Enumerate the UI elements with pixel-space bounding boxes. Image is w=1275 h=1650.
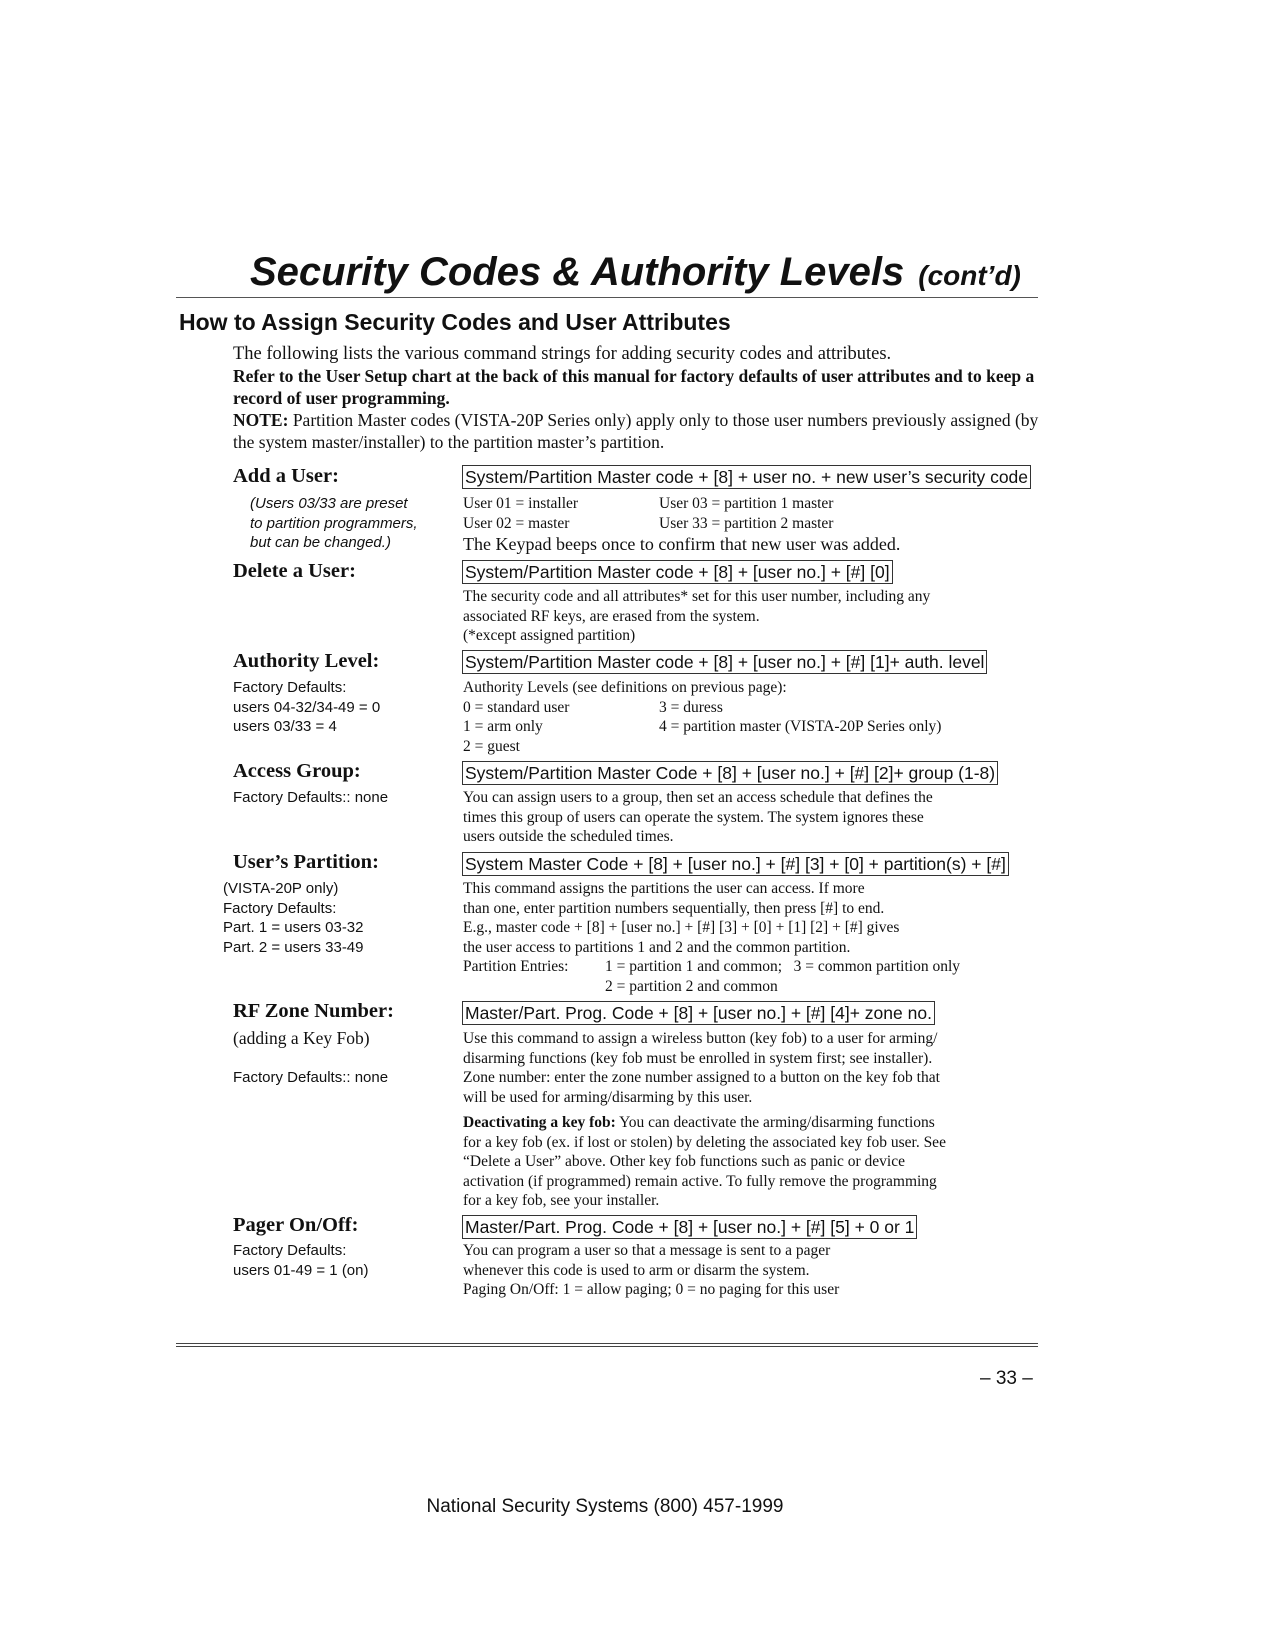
desc-cell: 4 = partition master (VISTA-20P Series only) xyxy=(659,718,942,735)
confirm-text: The Keypad beeps once to confirm that new user was added. xyxy=(463,534,901,554)
access-desc xyxy=(463,788,933,847)
note-line: Part. 2 = users 33-49 xyxy=(223,938,364,956)
entries-line: 1 = partition 1 and common; 3 = common partition only xyxy=(605,958,960,975)
desc-line: E.g., master code + [8] + [user no.] + [#] [3] + [0] + [1] [2] + [#] gives xyxy=(463,919,900,936)
note-line: Factory Defaults: xyxy=(223,899,337,917)
title-rule xyxy=(176,297,1038,298)
desc-line: You can assign users to a group, then set an access schedule that defines the xyxy=(463,789,933,806)
desc-cell: 0 = standard user xyxy=(463,698,570,716)
access-group-heading: Access Group: xyxy=(233,760,361,782)
authority-desc xyxy=(463,678,941,756)
delete-user-desc xyxy=(463,587,930,646)
title-text: Security Codes & Authority Levels xyxy=(250,250,905,294)
desc-cell: 3 = duress xyxy=(659,698,723,716)
note-line: users 04-32/34-49 = 0 xyxy=(233,698,381,716)
desc-cell: 1 = arm only xyxy=(463,718,543,735)
desc-line: disarming functions (key fob must be enrolled in system first; see installer). xyxy=(463,1049,933,1067)
access-command: System/Partition Master Code + [8] + [user no.] + [#] [2]+ group (1-8) xyxy=(462,761,998,785)
desc-line: whenever this code is used to arm or disarm the system. xyxy=(463,1261,810,1279)
desc-line: The security code and all attributes* set for this user number, including any xyxy=(463,588,931,605)
note-text: Partition Master codes (VISTA-20P Series only) apply only to those user numbers previously assigned (by the system master/installer) to the partition master’s partition. xyxy=(233,410,1039,452)
bottom-rule xyxy=(176,1343,1038,1347)
note-line: but can be changed.) xyxy=(250,534,391,551)
access-notes: Factory Defaults:: none xyxy=(233,789,389,806)
note-line: Part. 1 = users 03-32 xyxy=(223,919,364,936)
note-line: (Users 03/33 are preset xyxy=(250,495,408,512)
note-line: (VISTA-20P only) xyxy=(223,880,339,897)
section-heading: How to Assign Security Codes and User Attributes xyxy=(179,309,731,335)
rf-desc xyxy=(463,1029,946,1211)
pager-command: Master/Part. Prog. Code + [8] + [user no.] + [#] [5] + 0 or 1 xyxy=(462,1215,917,1239)
desc-line: the user access to partitions 1 and 2 and the common partition. xyxy=(463,938,851,956)
authority-level-heading: Authority Level: xyxy=(233,650,380,672)
desc-cell: User 33 = partition 2 master xyxy=(659,514,834,532)
add-user-notes xyxy=(250,494,418,553)
desc-line: You can deactivate the arming/disarming functions xyxy=(619,1114,935,1131)
note-line: to partition programmers, xyxy=(250,514,418,532)
desc-line: You can program a user so that a message is sent to a pager xyxy=(463,1242,831,1259)
partition-notes xyxy=(223,879,364,957)
note-line: Factory Defaults: xyxy=(233,1242,347,1259)
note-label: NOTE: xyxy=(233,410,289,430)
footer: National Security Systems (800) 457-1999 xyxy=(426,1496,784,1517)
desc-line: activation (if programmed) remain active. To fully remove the programming xyxy=(463,1172,937,1190)
rf-notes: Factory Defaults:: none xyxy=(233,1069,389,1086)
note-line: users 01-49 = 1 (on) xyxy=(233,1261,369,1279)
authority-notes xyxy=(233,678,380,737)
entries-line: 2 = partition 2 and common xyxy=(605,977,778,995)
intro-bold: Refer to the User Setup chart at the back of this manual for factory defaults of user attributes and to keep a record of user programming. xyxy=(233,366,1035,408)
desc-line: associated RF keys, are erased from the system. xyxy=(463,607,760,625)
partition-desc xyxy=(463,879,960,996)
authority-command: System/Partition Master code + [8] + [user no.] + [#] [1]+ auth. level xyxy=(462,650,987,674)
pager-desc xyxy=(463,1241,839,1300)
rf-command: Master/Part. Prog. Code + [8] + [user no.] + [#] [4]+ zone no. xyxy=(462,1001,935,1025)
add-user-command: System/Partition Master code + [8] + user no. + new user’s security code xyxy=(462,465,1031,489)
note-line: Factory Defaults: xyxy=(233,679,347,696)
desc-line: (*except assigned partition) xyxy=(463,627,636,644)
desc-line: Use this command to assign a wireless button (key fob) to a user for arming/ xyxy=(463,1030,938,1047)
intro-line: The following lists the various command strings for adding security codes and attributes. xyxy=(233,344,892,364)
rf-zone-sub: (adding a Key Fob) xyxy=(233,1028,370,1048)
desc-line: will be used for arming/disarming by this user. xyxy=(463,1088,753,1106)
desc-line: than one, enter partition numbers sequentially, then press [#] to end. xyxy=(463,899,885,917)
desc-cell: 2 = guest xyxy=(463,737,520,755)
delete-user-command: System/Partition Master code + [8] + [user no.] + [#] [0] xyxy=(462,560,893,584)
desc-cell: User 03 = partition 1 master xyxy=(659,495,834,512)
desc-line: Authority Levels (see definitions on previous page): xyxy=(463,679,787,696)
pager-heading: Pager On/Off: xyxy=(233,1214,359,1236)
pager-notes xyxy=(233,1241,369,1280)
entries-label: Partition Entries: xyxy=(463,958,569,975)
desc-line: Paging On/Off: 1 = allow paging; 0 = no paging for this user xyxy=(463,1281,840,1298)
page-title xyxy=(250,250,1021,295)
desc-line: times this group of users can operate the system. The system ignores these xyxy=(463,808,924,826)
partition-command: System Master Code + [8] + [user no.] + [#] [3] + [0] + partition(s) + [#] xyxy=(462,852,1009,876)
page-number: – 33 – xyxy=(980,1368,1033,1389)
delete-user-heading: Delete a User: xyxy=(233,560,356,582)
add-user-heading: Add a User: xyxy=(233,465,339,487)
desc-line: for a key fob, see your installer. xyxy=(463,1192,660,1209)
desc-cell: User 01 = installer xyxy=(463,495,579,512)
desc-line: Zone number: enter the zone number assigned to a button on the key fob that xyxy=(463,1069,940,1086)
deactivate-label: Deactivating a key fob: xyxy=(463,1114,616,1131)
rf-zone-heading: RF Zone Number: xyxy=(233,1000,394,1022)
desc-line: This command assigns the partitions the user can access. If more xyxy=(463,880,865,897)
desc-line: “Delete a User” above. Other key fob functions such as panic or device xyxy=(463,1153,905,1170)
desc-line: users outside the scheduled times. xyxy=(463,828,674,845)
title-suffix: (cont’d) xyxy=(918,260,1021,291)
intro-paragraph xyxy=(233,343,1063,453)
users-partition-heading: User’s Partition: xyxy=(233,851,379,873)
note-line: users 03/33 = 4 xyxy=(233,718,337,735)
desc-line: for a key fob (ex. if lost or stolen) by deleting the associated key fob user. See xyxy=(463,1133,946,1151)
add-user-desc xyxy=(463,494,900,555)
desc-cell: User 02 = master xyxy=(463,514,570,532)
